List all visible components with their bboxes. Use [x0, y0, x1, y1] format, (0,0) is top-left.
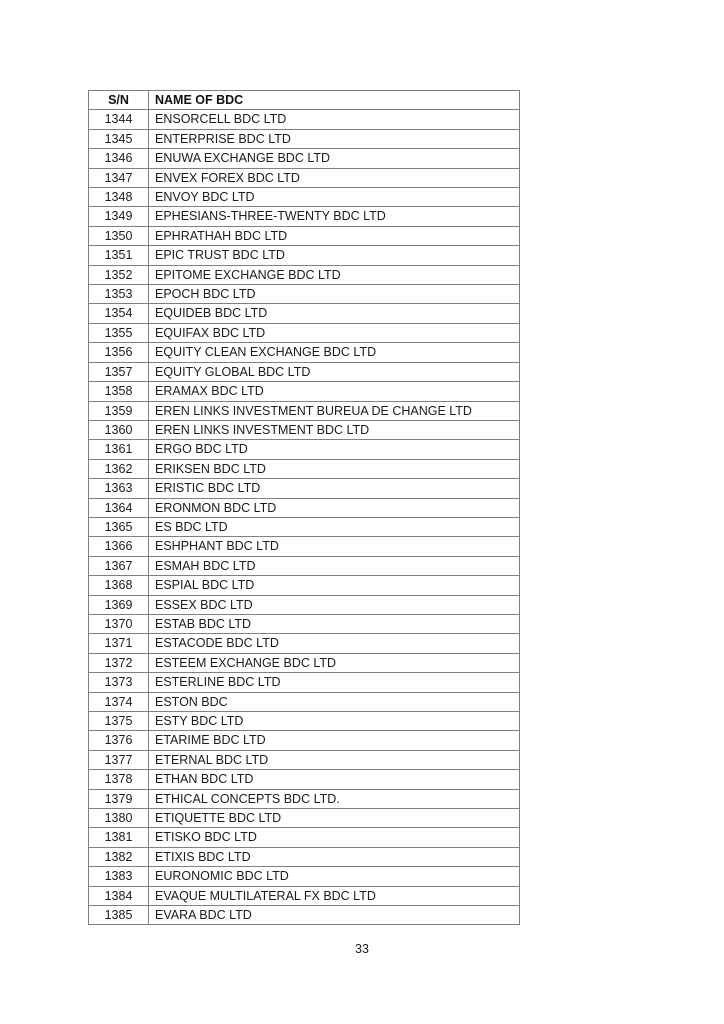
cell-name: ESTAB BDC LTD: [149, 614, 520, 633]
table-row: [89, 556, 520, 575]
table-row: [89, 323, 520, 342]
table-row: [89, 770, 520, 789]
table-row: [89, 847, 520, 866]
cell-sn: 1378: [89, 770, 149, 789]
table-body: [89, 110, 520, 925]
table-row: [89, 110, 520, 129]
cell-sn: 1347: [89, 168, 149, 187]
cell-name: ENVOY BDC LTD: [149, 188, 520, 207]
cell-name: EQUIFAX BDC LTD: [149, 323, 520, 342]
table-row: [89, 498, 520, 517]
table-row: [89, 886, 520, 905]
table-row: [89, 750, 520, 769]
cell-name: ESTERLINE BDC LTD: [149, 673, 520, 692]
cell-name: ES BDC LTD: [149, 517, 520, 536]
cell-name: EURONOMIC BDC LTD: [149, 867, 520, 886]
cell-sn: 1357: [89, 362, 149, 381]
cell-name: EREN LINKS INVESTMENT BUREUA DE CHANGE LTD: [149, 401, 520, 420]
cell-sn: 1349: [89, 207, 149, 226]
cell-sn: 1354: [89, 304, 149, 323]
cell-name: EQUITY GLOBAL BDC LTD: [149, 362, 520, 381]
cell-name: ETHICAL CONCEPTS BDC LTD.: [149, 789, 520, 808]
cell-name: ERISTIC BDC LTD: [149, 479, 520, 498]
table-row: [89, 809, 520, 828]
cell-name: ETISKO BDC LTD: [149, 828, 520, 847]
table-row: [89, 362, 520, 381]
cell-sn: 1371: [89, 634, 149, 653]
table-row: [89, 382, 520, 401]
cell-name: EQUIDEB BDC LTD: [149, 304, 520, 323]
cell-name: ERIKSEN BDC LTD: [149, 459, 520, 478]
cell-sn: 1365: [89, 517, 149, 536]
table-row: [89, 673, 520, 692]
cell-name: ETIXIS BDC LTD: [149, 847, 520, 866]
table-row: [89, 731, 520, 750]
cell-sn: 1350: [89, 226, 149, 245]
cell-sn: 1345: [89, 129, 149, 148]
table-row: [89, 129, 520, 148]
cell-sn: 1351: [89, 246, 149, 265]
table-row: [89, 149, 520, 168]
bdc-table: [88, 90, 520, 925]
cell-sn: 1363: [89, 479, 149, 498]
cell-name: ETERNAL BDC LTD: [149, 750, 520, 769]
table-row: [89, 595, 520, 614]
table-row: [89, 246, 520, 265]
table-row: [89, 265, 520, 284]
cell-sn: 1366: [89, 537, 149, 556]
cell-sn: 1352: [89, 265, 149, 284]
column-header-name: NAME OF BDC: [149, 91, 520, 110]
cell-sn: 1369: [89, 595, 149, 614]
cell-name: ENUWA EXCHANGE BDC LTD: [149, 149, 520, 168]
table-header-row: [89, 91, 520, 110]
cell-name: EVAQUE MULTILATERAL FX BDC LTD: [149, 886, 520, 905]
table-row: [89, 517, 520, 536]
cell-name: EPOCH BDC LTD: [149, 285, 520, 304]
cell-name: ESPIAL BDC LTD: [149, 576, 520, 595]
table-row: [89, 285, 520, 304]
table-row: [89, 459, 520, 478]
cell-sn: 1356: [89, 343, 149, 362]
table-row: [89, 343, 520, 362]
cell-sn: 1362: [89, 459, 149, 478]
table-row: [89, 304, 520, 323]
cell-sn: 1374: [89, 692, 149, 711]
table-row: [89, 168, 520, 187]
cell-sn: 1379: [89, 789, 149, 808]
cell-sn: 1373: [89, 673, 149, 692]
cell-name: EPHRATHAH BDC LTD: [149, 226, 520, 245]
cell-sn: 1376: [89, 731, 149, 750]
cell-sn: 1355: [89, 323, 149, 342]
table-row: [89, 440, 520, 459]
cell-name: EPITOME EXCHANGE BDC LTD: [149, 265, 520, 284]
cell-sn: 1364: [89, 498, 149, 517]
cell-sn: 1353: [89, 285, 149, 304]
cell-name: ETHAN BDC LTD: [149, 770, 520, 789]
cell-sn: 1344: [89, 110, 149, 129]
cell-sn: 1348: [89, 188, 149, 207]
cell-name: ETARIME BDC LTD: [149, 731, 520, 750]
cell-sn: 1384: [89, 886, 149, 905]
cell-sn: 1361: [89, 440, 149, 459]
cell-name: ESSEX BDC LTD: [149, 595, 520, 614]
cell-name: ESTY BDC LTD: [149, 712, 520, 731]
table-row: [89, 401, 520, 420]
cell-name: ESTEEM EXCHANGE BDC LTD: [149, 653, 520, 672]
cell-name: ESHPHANT BDC LTD: [149, 537, 520, 556]
cell-sn: 1383: [89, 867, 149, 886]
cell-sn: 1370: [89, 614, 149, 633]
table-row: [89, 537, 520, 556]
cell-sn: 1360: [89, 420, 149, 439]
table-row: [89, 653, 520, 672]
cell-name: ERGO BDC LTD: [149, 440, 520, 459]
cell-sn: 1377: [89, 750, 149, 769]
table-row: [89, 614, 520, 633]
cell-name: ETIQUETTE BDC LTD: [149, 809, 520, 828]
cell-sn: 1375: [89, 712, 149, 731]
table-row: [89, 828, 520, 847]
cell-name: ESMAH BDC LTD: [149, 556, 520, 575]
column-header-sn: S/N: [89, 91, 149, 110]
table-row: [89, 226, 520, 245]
cell-sn: 1368: [89, 576, 149, 595]
table-row: [89, 692, 520, 711]
table-row: [89, 420, 520, 439]
cell-sn: 1367: [89, 556, 149, 575]
cell-name: ENSORCELL BDC LTD: [149, 110, 520, 129]
cell-name: EREN LINKS INVESTMENT BDC LTD: [149, 420, 520, 439]
table-row: [89, 634, 520, 653]
cell-name: ERONMON BDC LTD: [149, 498, 520, 517]
cell-sn: 1346: [89, 149, 149, 168]
cell-name: ESTON BDC: [149, 692, 520, 711]
cell-sn: 1358: [89, 382, 149, 401]
cell-name: ERAMAX BDC LTD: [149, 382, 520, 401]
table-row: [89, 906, 520, 925]
cell-name: EVARA BDC LTD: [149, 906, 520, 925]
table-row: [89, 712, 520, 731]
table-row: [89, 867, 520, 886]
cell-sn: 1382: [89, 847, 149, 866]
cell-sn: 1380: [89, 809, 149, 828]
cell-sn: 1359: [89, 401, 149, 420]
cell-name: ENTERPRISE BDC LTD: [149, 129, 520, 148]
table-row: [89, 479, 520, 498]
table-row: [89, 576, 520, 595]
cell-name: EPIC TRUST BDC LTD: [149, 246, 520, 265]
cell-name: EPHESIANS-THREE-TWENTY BDC LTD: [149, 207, 520, 226]
cell-sn: 1385: [89, 906, 149, 925]
cell-name: ESTACODE BDC LTD: [149, 634, 520, 653]
cell-sn: 1372: [89, 653, 149, 672]
cell-name: ENVEX FOREX BDC LTD: [149, 168, 520, 187]
cell-sn: 1381: [89, 828, 149, 847]
table-row: [89, 188, 520, 207]
table-row: [89, 207, 520, 226]
page-number: 33: [355, 942, 369, 956]
table-row: [89, 789, 520, 808]
cell-name: EQUITY CLEAN EXCHANGE BDC LTD: [149, 343, 520, 362]
